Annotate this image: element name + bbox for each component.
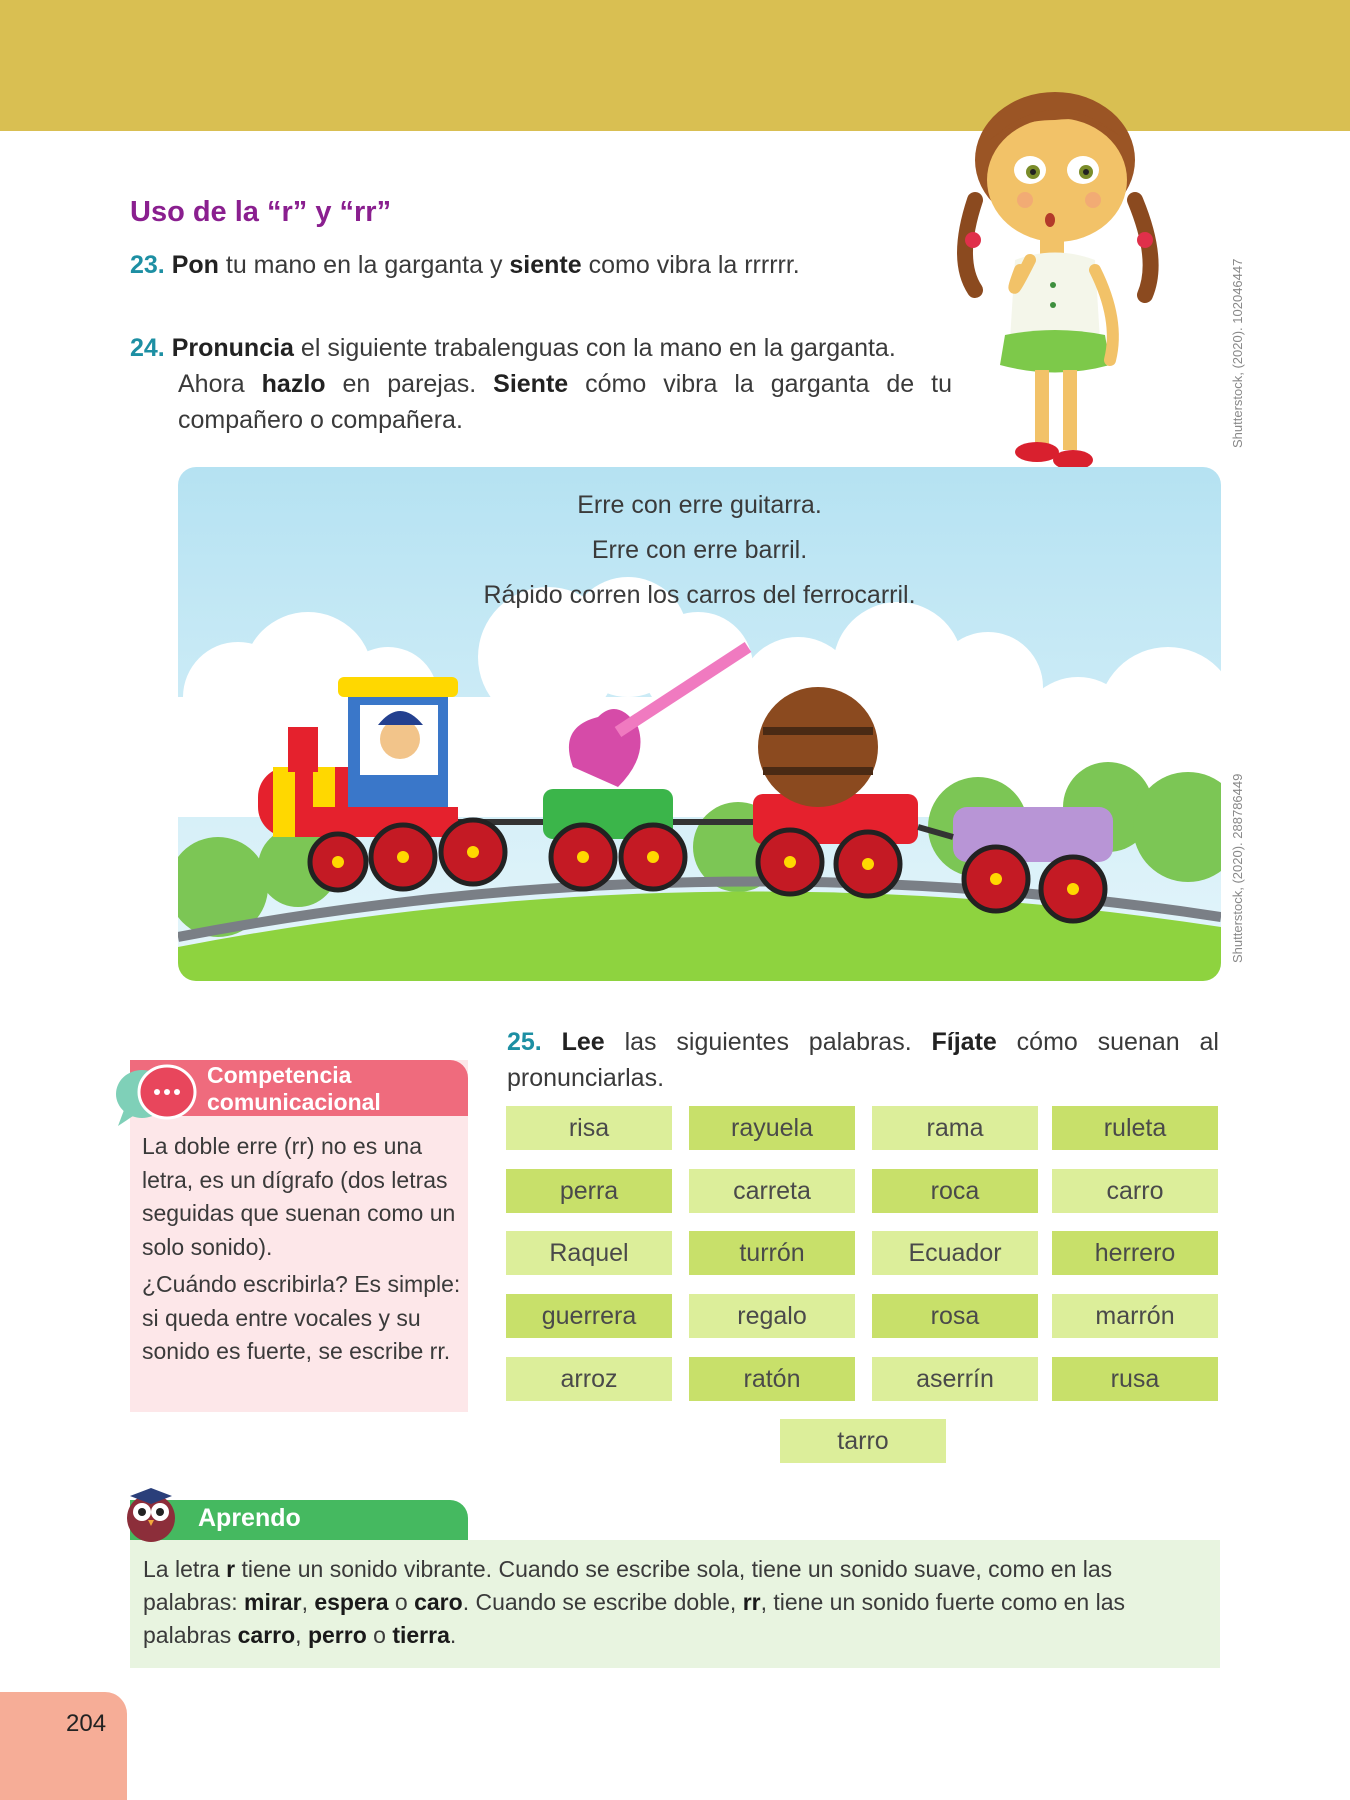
- competencia-text: La doble erre (rr) no es una letra, es un dígrafo (dos letras seguidas que suenan como un solo sonido). ¿Cuándo escribirla? Es simple: si queda entre vocales y su sonido es fuerte, se escribe rr.: [142, 1133, 461, 1364]
- word-cell: ratón: [689, 1357, 855, 1401]
- word-cell: ruleta: [1052, 1106, 1218, 1150]
- poem-line: Erre con erre guitarra.: [577, 491, 822, 519]
- question-23: 23. Pon tu mano en la garganta y siente como vibra la rrrrrr.: [130, 251, 800, 279]
- word-cell: aserrín: [872, 1357, 1038, 1401]
- tongue-twister: [178, 483, 1221, 618]
- page-number-tab: [0, 1692, 127, 1800]
- girl-illustration: [945, 60, 1175, 490]
- question-25: 25. Lee las siguientes palabras. Fíjate cómo suenan al pronunciarlas.: [507, 1028, 1219, 1092]
- photo-credit-girl: Shutterstock, (2020). 102046447: [1230, 258, 1245, 448]
- aprendo-text: La letra r tiene un sonido vibrante. Cuando se escribe sola, tiene un sonido suave, como en las palabras: mirar, espera o caro. Cuando se escribe doble, rr, tiene un sonido fuerte como en las palabras carro, perro o tierra.: [143, 1556, 1126, 1648]
- owl-icon: [118, 1478, 184, 1544]
- aprendo-title: Aprendo: [198, 1504, 301, 1532]
- word-cell: carro: [1052, 1169, 1218, 1213]
- word-cell: tarro: [780, 1419, 946, 1463]
- word-cell: herrero: [1052, 1231, 1218, 1275]
- word-cell: rosa: [872, 1294, 1038, 1338]
- word-cell: risa: [506, 1106, 672, 1150]
- competencia-title: Competencia comunicacional: [207, 1062, 381, 1115]
- word-cell: turrón: [689, 1231, 855, 1275]
- word-cell: rayuela: [689, 1106, 855, 1150]
- word-cell: perra: [506, 1169, 672, 1213]
- photo-credit-train: Shutterstock, (2020). 288786449: [1230, 773, 1245, 963]
- word-cell: carreta: [689, 1169, 855, 1213]
- poem-line: Rápido corren los carros del ferrocarril.: [483, 581, 916, 609]
- word-cell: rusa: [1052, 1357, 1218, 1401]
- word-cell: Raquel: [506, 1231, 672, 1275]
- question-24: 24. Pronuncia el siguiente trabalenguas con la mano en la garganta. Ahora hazlo en parejas. Siente cómo vibra la garganta de tu compañero o compañera.: [130, 334, 952, 434]
- word-cell: guerrera: [506, 1294, 672, 1338]
- word-cell: marrón: [1052, 1294, 1218, 1338]
- page-number: 204: [66, 1710, 107, 1737]
- word-cell: rama: [872, 1106, 1038, 1150]
- word-cell: Ecuador: [872, 1231, 1038, 1275]
- word-cell: regalo: [689, 1294, 855, 1338]
- poem-line: Erre con erre barril.: [591, 536, 808, 564]
- word-grid: [506, 1106, 1220, 1466]
- word-cell: roca: [872, 1169, 1038, 1213]
- speech-bubbles-icon: [112, 1060, 202, 1130]
- section-title: Uso de la “r” y “rr”: [130, 196, 392, 228]
- word-cell: arroz: [506, 1357, 672, 1401]
